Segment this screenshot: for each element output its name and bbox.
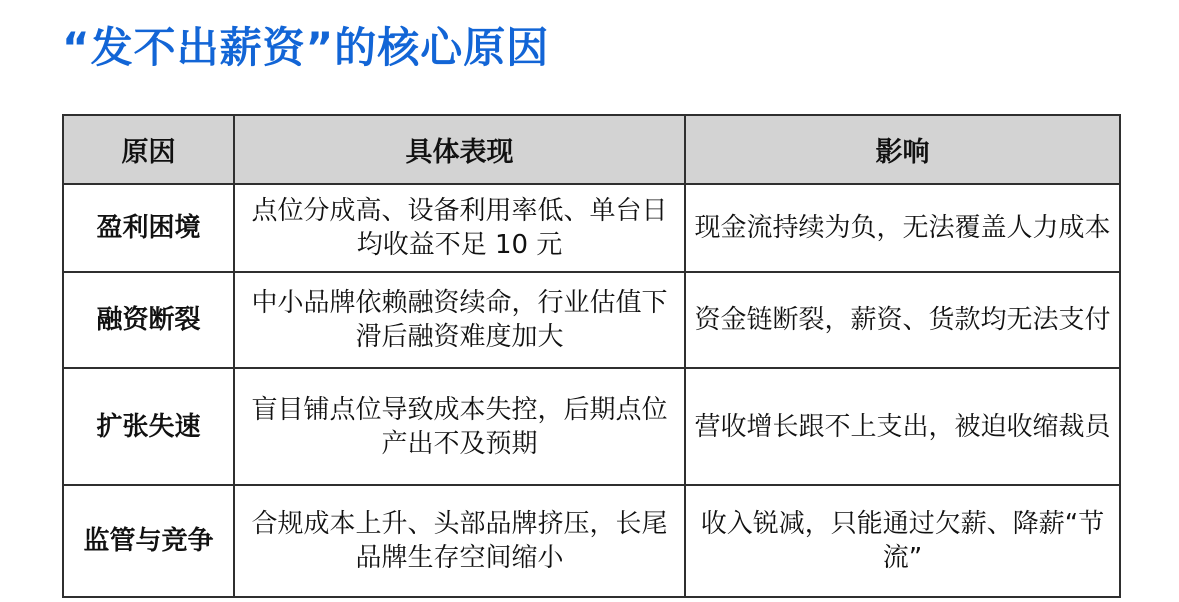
table-row (63, 184, 1120, 272)
reason-cell: 扩张失速 (63, 368, 234, 485)
reason-cell: 盈利困境 (63, 184, 234, 272)
table-row (63, 485, 1120, 597)
table-row (63, 272, 1120, 368)
manifestation-cell: 合规成本上升、头部品牌挤压，长尾品牌生存空间缩小 (234, 485, 685, 597)
column-header-impact: 影响 (685, 115, 1120, 184)
impact-cell: 资金链断裂，薪资、货款均无法支付 (685, 272, 1120, 368)
reason-cell: 融资断裂 (63, 272, 234, 368)
impact-cell: 现金流持续为负，无法覆盖人力成本 (685, 184, 1120, 272)
table-row (63, 368, 1120, 485)
column-header-reason: 原因 (63, 115, 234, 184)
reasons-table (62, 114, 1121, 598)
manifestation-cell: 中小品牌依赖融资续命，行业估值下滑后融资难度加大 (234, 272, 685, 368)
page-title: “发不出薪资”的核心原因 (62, 23, 550, 72)
column-header-manifestation: 具体表现 (234, 115, 685, 184)
impact-cell: 收入锐减，只能通过欠薪、降薪“节流” (685, 485, 1120, 597)
table-header-row (63, 115, 1120, 184)
manifestation-cell: 盲目铺点位导致成本失控，后期点位产出不及预期 (234, 368, 685, 485)
reason-cell: 监管与竞争 (63, 485, 234, 597)
impact-cell: 营收增长跟不上支出，被迫收缩裁员 (685, 368, 1120, 485)
manifestation-cell: 点位分成高、设备利用率低、单台日均收益不足 10 元 (234, 184, 685, 272)
